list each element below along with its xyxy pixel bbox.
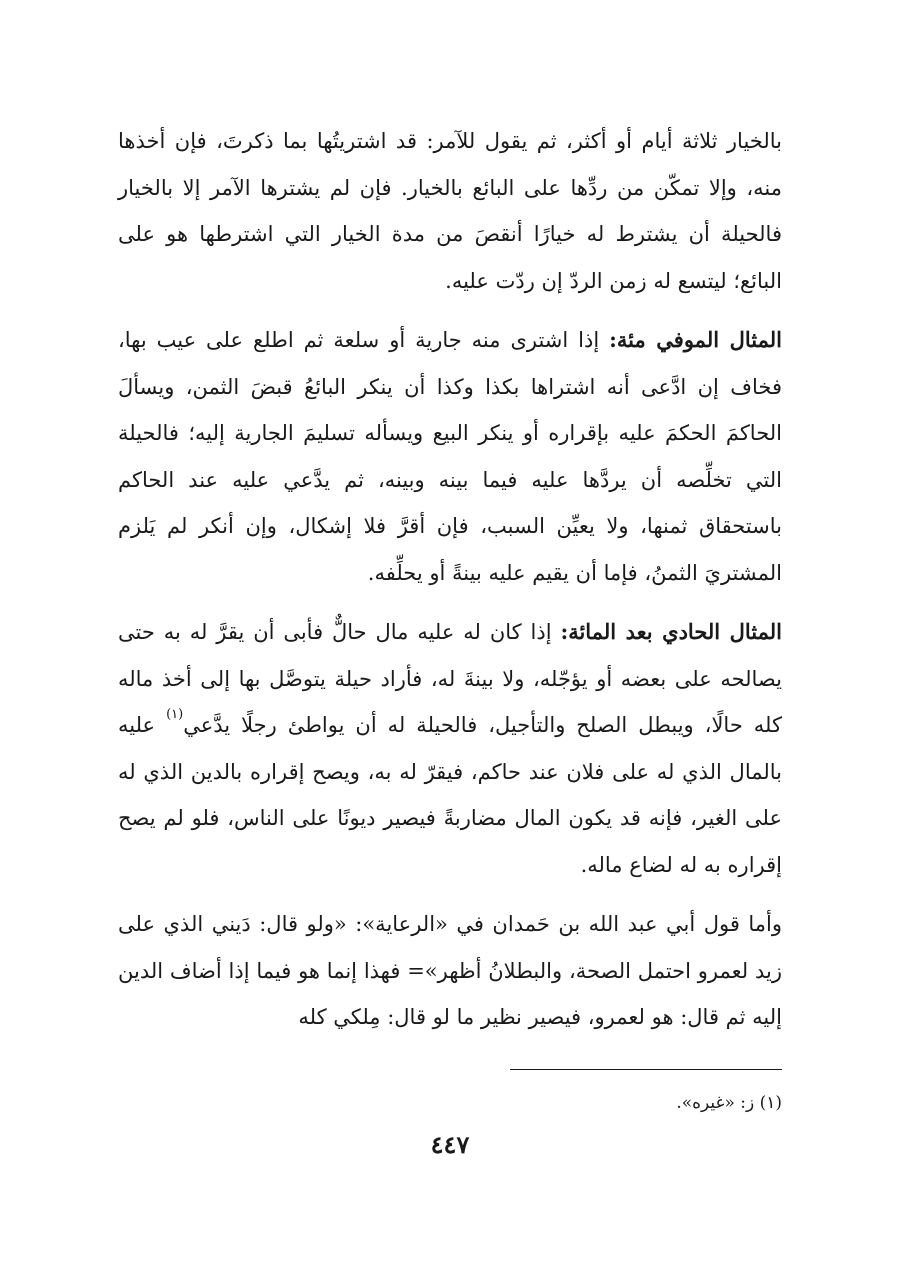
footnote-reference[interactable]: (١) [166, 707, 184, 722]
quote-text: وأما قول أبي عبد الله بن حَمدان في «الرعاية»: «ولو قال: دَيني الذي على زيد لعمرو احتمل الصحة، والبطلانُ أظهر»= فهذا إنما هو فيما إذا أضاف الدين إليه ثم قال: هو لعمرو، فيصير نظير ما لو قال: مِلكي كله [118, 912, 782, 1029]
continuation-text: بالخيار ثلاثة أيام أو أكثر، ثم يقول للآمر: قد اشتريتُها بما ذكرتَ، فإن أخذها منه، وإلا تمكّن من ردِّها على البائع بالخيار. فإن لم يشترها الآمر إلا بالخيار فالحيلة أن يشترط له خيارًا أنقصَ من مدة الخيار التي اشترطها هو على البائع؛ ليتسع له زمن الردّ إن ردّت عليه. [118, 129, 782, 293]
footnote-divider [510, 1069, 782, 1070]
example-101-heading: المثال الحادي بعد المائة: [560, 619, 782, 644]
paragraph-continuation [118, 118, 782, 304]
paragraph-example-101 [118, 609, 782, 888]
footnote [118, 1090, 782, 1116]
paragraph-example-100 [118, 317, 782, 596]
example-101-text-after-ref: عليه بالمال الذي له على فلان عند حاكم، فيقرّ له به، ويصح إقراره بالدين الذي له على الغير، فإنه قد يكون المال مضاربةً فيصير ديونًا على الناس، فلو لم يصح إقراره به له لضاع ماله. [118, 713, 782, 877]
example-100-text: إذا اشترى منه جارية أو سلعة ثم اطلع على عيب بها، فخاف إن ادَّعى أنه اشتراها بكذا وكذا أن ينكر البائعُ قبضَ الثمن، ويسألَ الحاكمَ الحكمَ عليه بإقراره أو ينكر البيع ويسأله تسليمَ الجارية إليه؛ فالحيلة التي تخلِّصه أن يردَّها عليه فيما بينه وبينه، ثم يدَّعي عليه عند الحاكم باستحقاق ثمنها، ولا يعيِّن السبب، فإن أقرَّ فلا إشكال، وإن أنكر لم يَلزم المشتريَ الثمنُ، فإما أن يقيم عليه بينةً أو يحلِّفه. [118, 328, 782, 585]
footnote-text: (١) ز: «غيره». [676, 1093, 782, 1113]
page-number: ٤٤٧ [430, 1130, 470, 1159]
paragraph-quote [118, 901, 782, 1041]
main-text [118, 118, 782, 1054]
example-101-text-before-ref: إذا كان له عليه مال حالٌّ فأبى أن يقرَّ له به حتى يصالحه على بعضه أو يؤجّله، ولا بينةَ له، فأراد حيلة يتوصَّل بها إلى أخذ ماله كله حالًا، ويبطل الصلح والتأجيل، فالحيلة له أن يواطئ رجلًا يدَّعي [118, 620, 782, 737]
example-100-heading: المثال الموفي مئة: [609, 327, 782, 352]
